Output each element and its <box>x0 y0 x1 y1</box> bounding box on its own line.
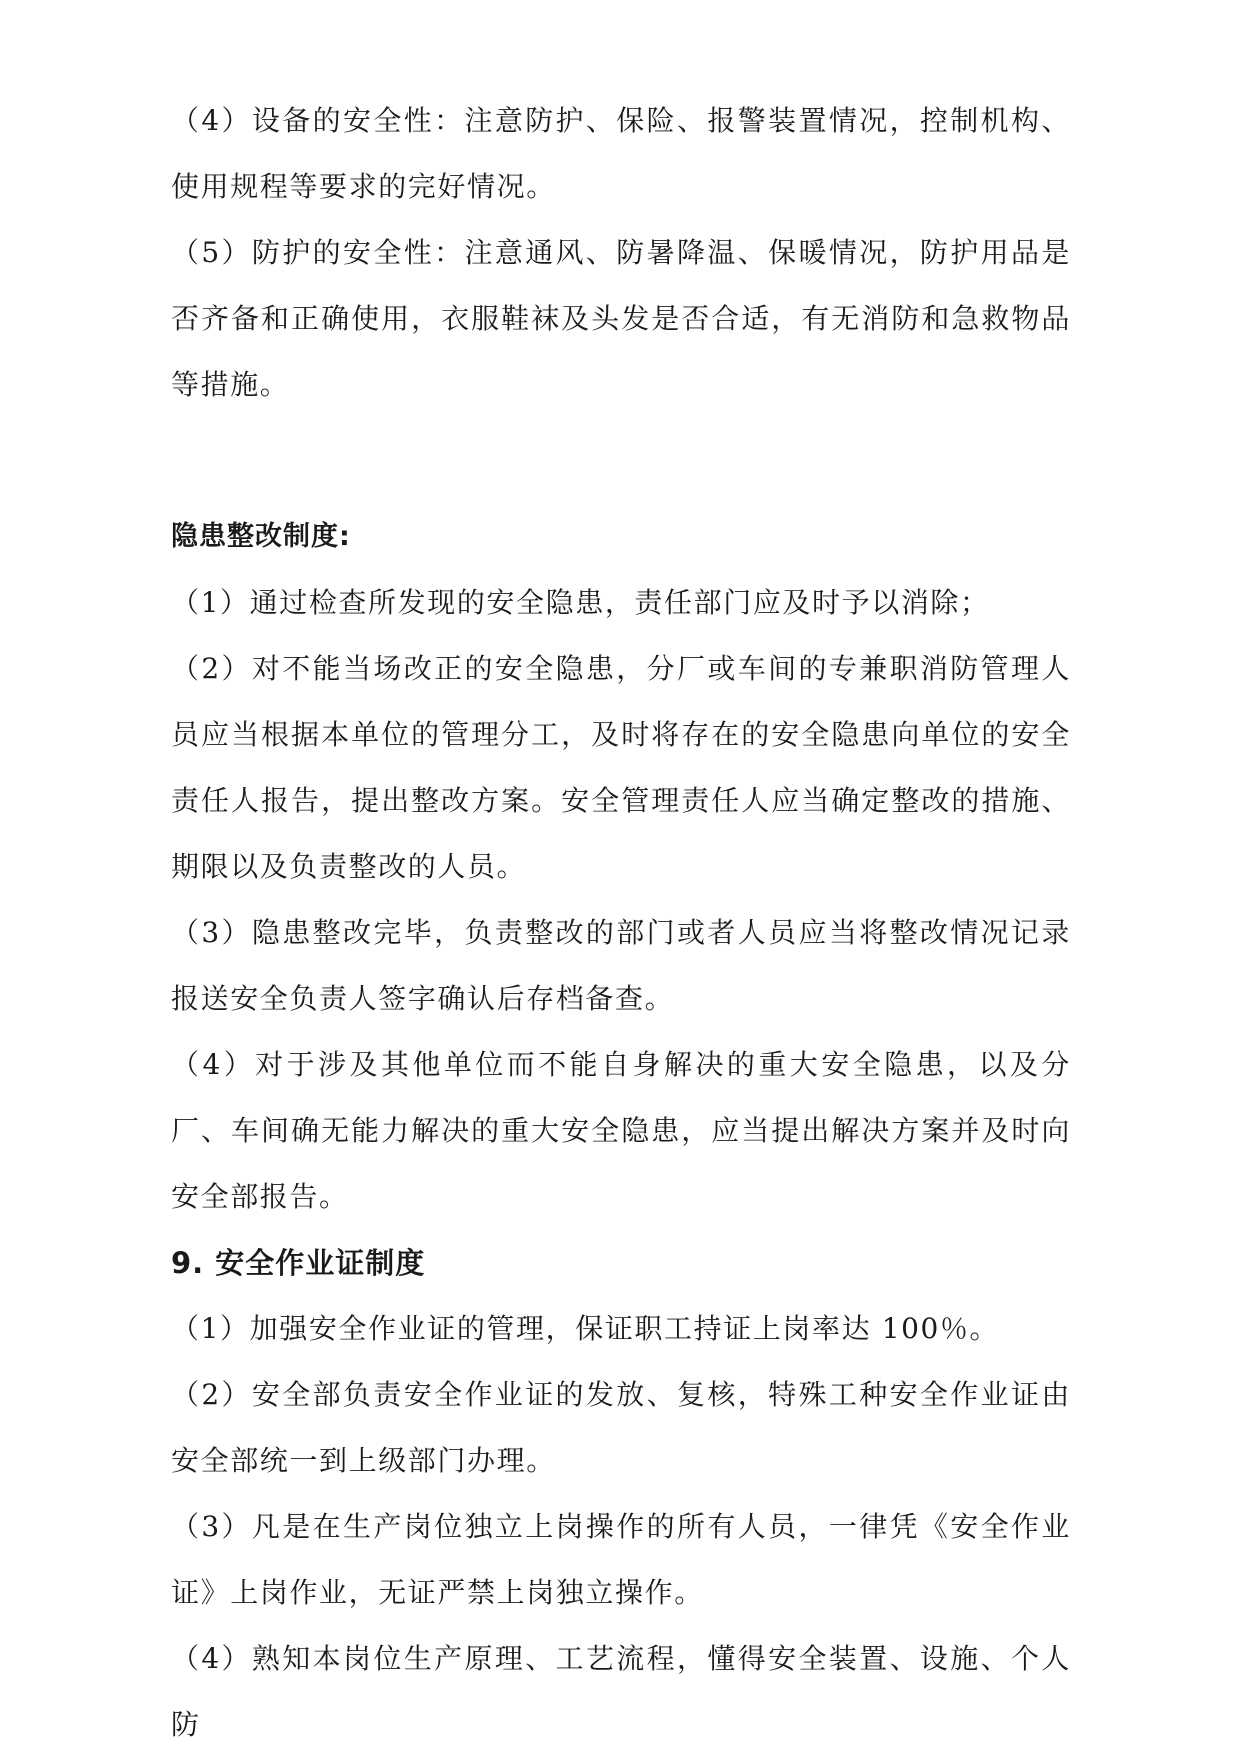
hidden-danger-item-3: （3）隐患整改完毕，负责整改的部门或者人员应当将整改情况记录报送安全负责人签字确认后存档备查。 <box>171 916 1071 1015</box>
work-permit-item-1: （1）加强安全作业证的管理，保证职工持证上岗率达 100％。 <box>171 1312 1000 1345</box>
section-gap <box>171 418 1071 504</box>
paragraph-equipment-safety: （4）设备的安全性：注意防护、保险、报警装置情况，控制机构、使用规程等要求的完好情况。 <box>171 104 1071 203</box>
hidden-danger-item-4: （4）对于涉及其他单位而不能自身解决的重大安全隐患，以及分厂、车间确无能力解决的重大安全隐患，应当提出解决方案并及时向安全部报告。 <box>171 1048 1071 1213</box>
hidden-danger-item-2: （2）对不能当场改正的安全隐患，分厂或车间的专兼职消防管理人员应当根据本单位的管理分工，及时将存在的安全隐患向单位的安全责任人报告，提出整改方案。安全管理责任人应当确定整改的措施、期限以及负责整改的人员。 <box>171 652 1071 883</box>
hidden-danger-item-1: （1）通过检查所发现的安全隐患，责任部门应及时予以消除； <box>171 586 990 619</box>
section-heading-work-permit: 9. 安全作业证制度 <box>171 1246 426 1280</box>
section-heading-hidden-danger: 隐患整改制度: <box>171 521 351 552</box>
document-page <box>171 88 1071 1758</box>
paragraph-protection-safety: （5）防护的安全性：注意通风、防暑降温、保暖情况，防护用品是否齐备和正确使用，衣服鞋袜及头发是否合适，有无消防和急救物品等措施。 <box>171 236 1071 401</box>
work-permit-item-4: （4）熟知本岗位生产原理、工艺流程，懂得安全装置、设施、个人防 <box>171 1642 1071 1741</box>
work-permit-item-2: （2）安全部负责安全作业证的发放、复核，特殊工种安全作业证由安全部统一到上级部门办理。 <box>171 1378 1071 1477</box>
work-permit-item-3: （3）凡是在生产岗位独立上岗操作的所有人员，一律凭《安全作业证》上岗作业，无证严禁上岗独立操作。 <box>171 1510 1071 1609</box>
